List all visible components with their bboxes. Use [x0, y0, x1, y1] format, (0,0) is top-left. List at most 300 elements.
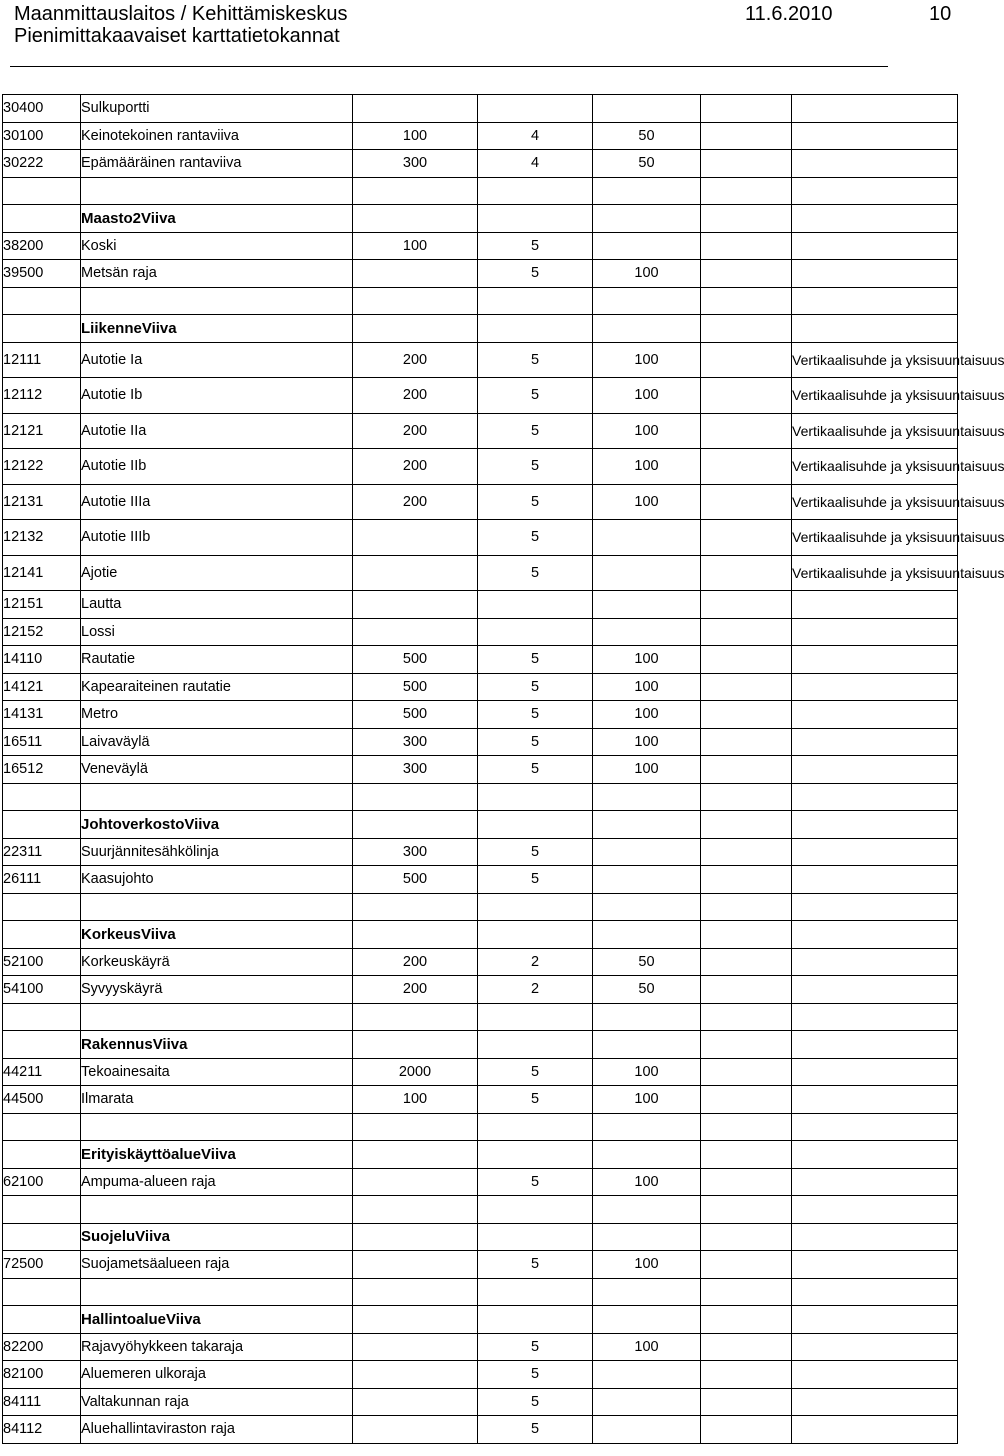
value-2: 5 [478, 520, 593, 556]
empty-cell [81, 1003, 353, 1031]
empty-cell [478, 1196, 593, 1224]
empty-cell [3, 1278, 81, 1306]
empty-cell [701, 150, 792, 178]
feature-code: 22311 [3, 838, 81, 866]
section-header-row [3, 811, 958, 839]
empty-cell [792, 1031, 958, 1059]
value-1 [353, 95, 478, 123]
table-row [3, 95, 958, 123]
feature-name: Metsän raja [81, 260, 353, 288]
feature-name: Aluehallintaviraston raja [81, 1416, 353, 1444]
feature-code: 30100 [3, 122, 81, 150]
empty-cell [792, 811, 958, 839]
empty-cell [701, 1361, 792, 1389]
feature-table [2, 94, 1004, 1444]
spacer-row [3, 893, 958, 921]
table-row [3, 378, 958, 414]
empty-cell [353, 1223, 478, 1251]
feature-name: Ajotie [81, 555, 353, 591]
empty-cell [701, 618, 792, 646]
section-title: RakennusViiva [81, 1031, 353, 1059]
feature-note [792, 1361, 958, 1389]
empty-cell [593, 1306, 701, 1334]
empty-cell [353, 287, 478, 315]
feature-note [792, 756, 958, 784]
empty-cell [792, 1223, 958, 1251]
empty-cell [353, 1113, 478, 1141]
empty-cell [701, 484, 792, 520]
table-row [3, 484, 958, 520]
feature-code: 82100 [3, 1361, 81, 1389]
value-2: 5 [478, 673, 593, 701]
empty-cell [701, 1333, 792, 1361]
empty-cell [81, 177, 353, 205]
value-2: 5 [478, 413, 593, 449]
empty-cell [81, 287, 353, 315]
feature-name: Autotie Ia [81, 342, 353, 378]
section-title: LiikenneViiva [81, 315, 353, 343]
empty-cell [701, 673, 792, 701]
table-row [3, 1333, 958, 1361]
empty-cell [792, 893, 958, 921]
empty-cell [478, 1141, 593, 1169]
value-1: 500 [353, 866, 478, 894]
empty-cell [353, 205, 478, 233]
value-3: 100 [593, 378, 701, 414]
value-1 [353, 618, 478, 646]
value-3: 100 [593, 260, 701, 288]
value-1: 200 [353, 976, 478, 1004]
value-2 [478, 591, 593, 619]
value-2: 4 [478, 150, 593, 178]
table-row [3, 1251, 958, 1279]
feature-code: 30222 [3, 150, 81, 178]
value-1: 500 [353, 673, 478, 701]
value-2: 5 [478, 646, 593, 674]
empty-cell [353, 921, 478, 949]
empty-cell [792, 1306, 958, 1334]
feature-code: 12152 [3, 618, 81, 646]
empty-cell [701, 728, 792, 756]
table-row [3, 866, 958, 894]
value-3: 50 [593, 976, 701, 1004]
feature-note [792, 95, 958, 123]
empty-cell [701, 122, 792, 150]
feature-name: Kapearaiteinen rautatie [81, 673, 353, 701]
feature-code: 44211 [3, 1058, 81, 1086]
section-title: Maasto2Viiva [81, 205, 353, 233]
feature-name: Aluemeren ulkoraja [81, 1361, 353, 1389]
spacer-row [3, 1003, 958, 1031]
empty-cell [353, 783, 478, 811]
feature-note [792, 838, 958, 866]
empty-cell [593, 315, 701, 343]
feature-code: 39500 [3, 260, 81, 288]
value-3 [593, 95, 701, 123]
empty-cell [353, 1141, 478, 1169]
empty-cell [701, 1058, 792, 1086]
empty-cell [353, 1003, 478, 1031]
feature-note [792, 1388, 958, 1416]
feature-note [792, 1416, 958, 1444]
empty-cell [792, 1113, 958, 1141]
feature-name: Keinotekoinen rantaviiva [81, 122, 353, 150]
empty-cell [478, 205, 593, 233]
value-1: 2000 [353, 1058, 478, 1086]
feature-name: Autotie IIb [81, 449, 353, 485]
value-2: 5 [478, 1058, 593, 1086]
value-3 [593, 520, 701, 556]
empty-cell [81, 1113, 353, 1141]
value-1: 300 [353, 756, 478, 784]
value-1: 200 [353, 449, 478, 485]
empty-cell [701, 1086, 792, 1114]
empty-cell [353, 811, 478, 839]
feature-note [792, 591, 958, 619]
empty-cell [3, 893, 81, 921]
feature-name: Epämääräinen rantaviiva [81, 150, 353, 178]
feature-note [792, 948, 958, 976]
value-3: 100 [593, 449, 701, 485]
feature-note: Vertikaalisuhde ja yksisuuntaisuus [792, 484, 958, 520]
empty-cell [478, 1113, 593, 1141]
value-2: 5 [478, 1361, 593, 1389]
feature-note [792, 728, 958, 756]
value-2: 5 [478, 838, 593, 866]
empty-cell [478, 1003, 593, 1031]
value-3 [593, 232, 701, 260]
empty-cell [3, 811, 81, 839]
empty-cell [3, 205, 81, 233]
empty-cell [593, 811, 701, 839]
feature-code: 16511 [3, 728, 81, 756]
feature-note [792, 673, 958, 701]
value-3: 100 [593, 673, 701, 701]
section-header-row [3, 1223, 958, 1251]
value-3: 100 [593, 1058, 701, 1086]
empty-cell [792, 1003, 958, 1031]
feature-note: Vertikaalisuhde ja yksisuuntaisuus [792, 449, 958, 485]
value-3 [593, 1416, 701, 1444]
value-2: 5 [478, 756, 593, 784]
feature-note [792, 1086, 958, 1114]
feature-note: Vertikaalisuhde ja yksisuuntaisuus [792, 413, 958, 449]
table-row [3, 555, 958, 591]
empty-cell [701, 591, 792, 619]
empty-cell [701, 342, 792, 378]
feature-name: Rautatie [81, 646, 353, 674]
empty-cell [3, 287, 81, 315]
empty-cell [701, 232, 792, 260]
empty-cell [792, 177, 958, 205]
empty-cell [3, 783, 81, 811]
value-1: 200 [353, 342, 478, 378]
empty-cell [701, 701, 792, 729]
empty-cell [593, 287, 701, 315]
empty-cell [81, 893, 353, 921]
value-2: 2 [478, 976, 593, 1004]
value-2: 5 [478, 378, 593, 414]
section-header-row [3, 1141, 958, 1169]
empty-cell [701, 1278, 792, 1306]
empty-cell [478, 811, 593, 839]
header-org: Maanmittauslaitos / Kehittämiskeskus [14, 3, 348, 25]
empty-cell [478, 1278, 593, 1306]
empty-cell [701, 413, 792, 449]
feature-name: Syvyyskäyrä [81, 976, 353, 1004]
empty-cell [3, 315, 81, 343]
value-3 [593, 1388, 701, 1416]
table-row [3, 1416, 958, 1444]
empty-cell [478, 921, 593, 949]
table-row [3, 413, 958, 449]
feature-note [792, 701, 958, 729]
feature-name: Suojametsäalueen raja [81, 1251, 353, 1279]
table-row [3, 520, 958, 556]
table-row [3, 646, 958, 674]
empty-cell [3, 1223, 81, 1251]
feature-note [792, 1168, 958, 1196]
value-3 [593, 591, 701, 619]
value-3: 50 [593, 948, 701, 976]
value-1: 500 [353, 646, 478, 674]
feature-name: Koski [81, 232, 353, 260]
value-2: 5 [478, 1251, 593, 1279]
empty-cell [701, 1031, 792, 1059]
feature-name: Ilmarata [81, 1086, 353, 1114]
empty-cell [701, 287, 792, 315]
table-row [3, 232, 958, 260]
table-row [3, 122, 958, 150]
empty-cell [701, 1223, 792, 1251]
feature-note: Vertikaalisuhde ja yksisuuntaisuus [792, 520, 958, 556]
value-2: 5 [478, 342, 593, 378]
feature-code: 12131 [3, 484, 81, 520]
empty-cell [701, 449, 792, 485]
section-header-row [3, 205, 958, 233]
empty-cell [701, 95, 792, 123]
feature-code: 12132 [3, 520, 81, 556]
feature-name: Autotie Ib [81, 378, 353, 414]
value-3: 100 [593, 1333, 701, 1361]
value-3 [593, 1361, 701, 1389]
table-row [3, 449, 958, 485]
value-1: 200 [353, 413, 478, 449]
feature-note [792, 618, 958, 646]
feature-name: Veneväylä [81, 756, 353, 784]
empty-cell [701, 260, 792, 288]
feature-code: 12141 [3, 555, 81, 591]
empty-cell [701, 205, 792, 233]
feature-note [792, 150, 958, 178]
feature-code: 72500 [3, 1251, 81, 1279]
empty-cell [593, 921, 701, 949]
spacer-row [3, 177, 958, 205]
empty-cell [3, 1003, 81, 1031]
empty-cell [593, 1031, 701, 1059]
empty-cell [701, 948, 792, 976]
table-row [3, 342, 958, 378]
value-2: 5 [478, 555, 593, 591]
table-row [3, 1086, 958, 1114]
feature-note [792, 866, 958, 894]
value-2: 5 [478, 1086, 593, 1114]
section-title: ErityiskäyttöalueViiva [81, 1141, 353, 1169]
value-3 [593, 555, 701, 591]
value-2: 5 [478, 701, 593, 729]
empty-cell [593, 1196, 701, 1224]
value-1 [353, 1168, 478, 1196]
empty-cell [593, 177, 701, 205]
value-1 [353, 1333, 478, 1361]
spacer-row [3, 287, 958, 315]
empty-cell [701, 783, 792, 811]
empty-cell [353, 1031, 478, 1059]
empty-cell [593, 1223, 701, 1251]
header-subtitle: Pienimittakaavaiset karttatietokannat [14, 25, 340, 47]
value-2: 5 [478, 449, 593, 485]
header-rule [10, 66, 888, 67]
value-1: 300 [353, 150, 478, 178]
empty-cell [593, 783, 701, 811]
value-3 [593, 618, 701, 646]
feature-note [792, 976, 958, 1004]
empty-cell [701, 1251, 792, 1279]
feature-name: Autotie IIIb [81, 520, 353, 556]
table-row [3, 591, 958, 619]
table-row [3, 948, 958, 976]
feature-code: 14131 [3, 701, 81, 729]
value-1 [353, 1361, 478, 1389]
feature-code: 84112 [3, 1416, 81, 1444]
value-3: 100 [593, 484, 701, 520]
feature-name: Tekoainesaita [81, 1058, 353, 1086]
empty-cell [478, 893, 593, 921]
value-1: 100 [353, 122, 478, 150]
feature-code: 84111 [3, 1388, 81, 1416]
feature-note [792, 646, 958, 674]
feature-code: 12121 [3, 413, 81, 449]
feature-code: 62100 [3, 1168, 81, 1196]
empty-cell [478, 287, 593, 315]
table-row [3, 260, 958, 288]
feature-note [792, 122, 958, 150]
feature-name: Kaasujohto [81, 866, 353, 894]
empty-cell [792, 287, 958, 315]
empty-cell [792, 205, 958, 233]
table-row [3, 673, 958, 701]
value-3: 100 [593, 1086, 701, 1114]
value-2: 2 [478, 948, 593, 976]
feature-code: 16512 [3, 756, 81, 784]
empty-cell [701, 1388, 792, 1416]
empty-cell [701, 1113, 792, 1141]
feature-code: 44500 [3, 1086, 81, 1114]
feature-note [792, 232, 958, 260]
empty-cell [792, 1278, 958, 1306]
feature-code: 12111 [3, 342, 81, 378]
value-1 [353, 555, 478, 591]
feature-name: Korkeuskäyrä [81, 948, 353, 976]
empty-cell [701, 976, 792, 1004]
value-1: 100 [353, 1086, 478, 1114]
value-2: 5 [478, 1416, 593, 1444]
value-2: 5 [478, 1388, 593, 1416]
empty-cell [478, 1306, 593, 1334]
value-3: 100 [593, 413, 701, 449]
spacer-row [3, 783, 958, 811]
feature-name: Suurjännitesähkölinja [81, 838, 353, 866]
empty-cell [701, 893, 792, 921]
empty-cell [593, 1278, 701, 1306]
empty-cell [3, 1196, 81, 1224]
feature-note [792, 1251, 958, 1279]
value-1 [353, 1416, 478, 1444]
table-row [3, 618, 958, 646]
empty-cell [701, 921, 792, 949]
empty-cell [792, 1196, 958, 1224]
empty-cell [701, 177, 792, 205]
section-title: JohtoverkostoViiva [81, 811, 353, 839]
empty-cell [353, 1196, 478, 1224]
empty-cell [353, 1278, 478, 1306]
section-header-row [3, 1031, 958, 1059]
table-row [3, 756, 958, 784]
empty-cell [478, 783, 593, 811]
empty-cell [478, 315, 593, 343]
section-title: KorkeusViiva [81, 921, 353, 949]
empty-cell [3, 921, 81, 949]
section-title: SuojeluViiva [81, 1223, 353, 1251]
empty-cell [593, 1003, 701, 1031]
section-header-row [3, 1306, 958, 1334]
feature-name: Laivaväylä [81, 728, 353, 756]
value-3 [593, 838, 701, 866]
empty-cell [478, 177, 593, 205]
table-row [3, 838, 958, 866]
table-row [3, 701, 958, 729]
feature-code: 12112 [3, 378, 81, 414]
value-2: 5 [478, 260, 593, 288]
feature-name: Autotie IIa [81, 413, 353, 449]
empty-cell [593, 205, 701, 233]
table-row [3, 1168, 958, 1196]
empty-cell [701, 866, 792, 894]
empty-cell [792, 783, 958, 811]
value-2 [478, 95, 593, 123]
empty-cell [701, 1003, 792, 1031]
value-2: 4 [478, 122, 593, 150]
section-header-row [3, 315, 958, 343]
empty-cell [701, 838, 792, 866]
table-row [3, 976, 958, 1004]
feature-code: 38200 [3, 232, 81, 260]
value-1 [353, 591, 478, 619]
value-1: 300 [353, 728, 478, 756]
header-date: 11.6.2010 [745, 3, 833, 25]
feature-note: Vertikaalisuhde ja yksisuuntaisuus [792, 342, 958, 378]
empty-cell [792, 315, 958, 343]
feature-code: 52100 [3, 948, 81, 976]
empty-cell [701, 378, 792, 414]
table-row [3, 1388, 958, 1416]
empty-cell [593, 893, 701, 921]
section-header-row [3, 921, 958, 949]
empty-cell [353, 177, 478, 205]
value-2: 5 [478, 728, 593, 756]
value-1: 200 [353, 378, 478, 414]
empty-cell [701, 555, 792, 591]
